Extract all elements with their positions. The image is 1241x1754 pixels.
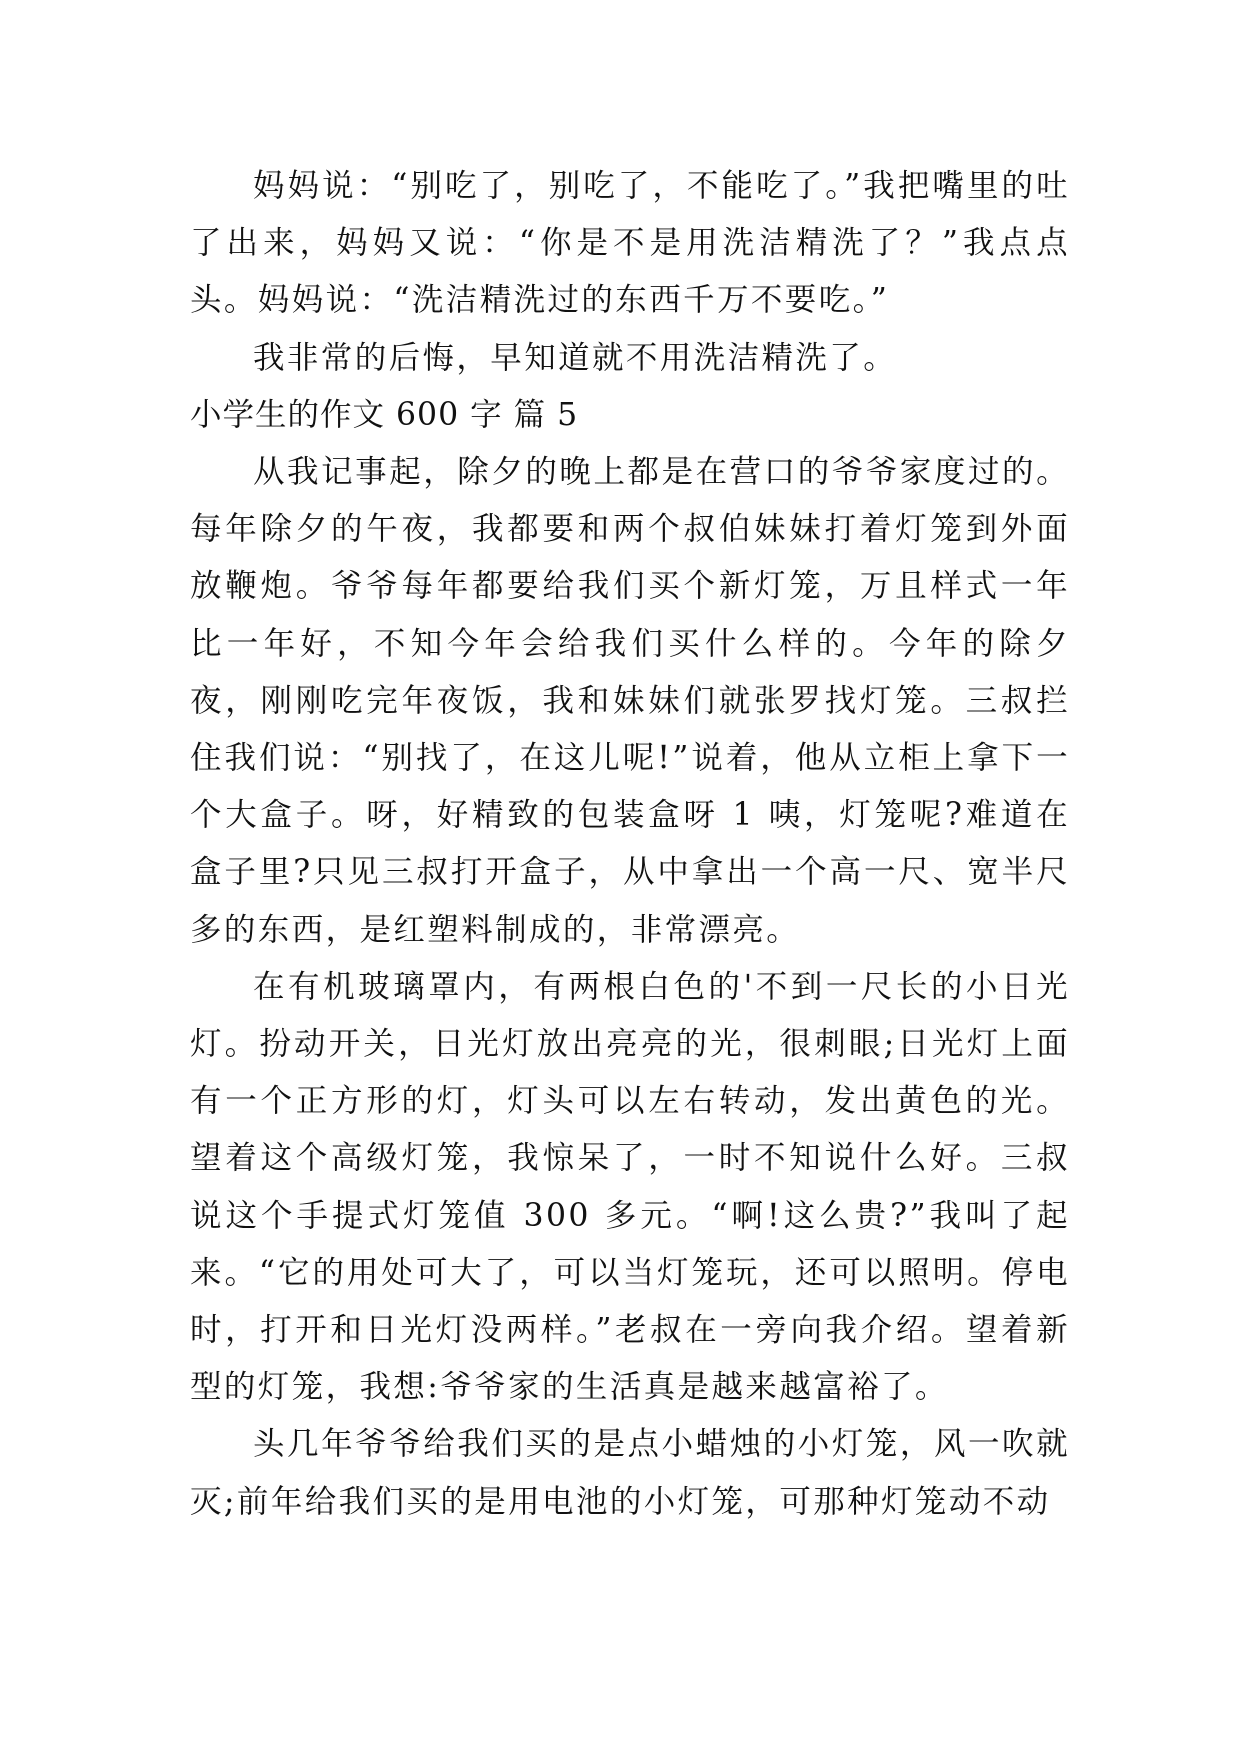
document-body <box>190 158 1070 1531</box>
paragraph-mom-warning: 妈妈说：“别吃了，别吃了，不能吃了。”我把嘴里的吐了出来，妈妈又说：“你是不是用洗洁精洗了？”我点点头。妈妈说：“洗洁精洗过的东西千万不要吃。” <box>190 168 1070 319</box>
paragraph-lantern-description: 在有机玻璃罩内，有两根白色的'不到一尺长的小日光灯。扮动开关，日光灯放出亮亮的光，很刺眼;日光灯上面有一个正方形的灯，灯头可以左右转动，发出黄色的光。望着这个高级灯笼，我惊呆了，一时不知说什么好。三叔说这个手提式灯笼值 300 多元。“啊!这么贵?”我叫了起来。“它的用处可大了，可以当灯笼玩，还可以照明。停电时，打开和日光灯没两样。”老叔在一旁向我介绍。望着新型的灯笼，我想:爷爷家的生活真是越来越富裕了。 <box>190 968 1070 1406</box>
section-heading: 小学生的作文 600 字 篇 5 <box>190 396 579 433</box>
paragraph-past-lanterns: 头几年爷爷给我们买的是点小蜡烛的小灯笼，风一吹就灭;前年给我们买的是用电池的小灯笼，可那种灯笼动不动 <box>190 1426 1070 1520</box>
paragraph-regret: 我非常的后悔，早知道就不用洗洁精洗了。 <box>253 339 898 376</box>
paragraph-new-year-eve: 从我记事起，除夕的晚上都是在营口的爷爷家度过的。每年除夕的午夜，我都要和两个叔伯妹妹打着灯笼到外面放鞭炮。爷爷每年都要给我们买个新灯笼，万且样式一年比一年好，不知今年会给我们买什么样的。今年的除夕夜，刚刚吃完年夜饭，我和妹妹们就张罗找灯笼。三叔拦住我们说：“别找了，在这儿呢!”说着，他从立柜上拿下一个大盒子。呀，好精致的包装盒呀 1 咦，灯笼呢?难道在盒子里?只见三叔打开盒子，从中拿出一个高一尺、宽半尺多的东西，是红塑料制成的，非常漂亮。 <box>190 454 1070 948</box>
